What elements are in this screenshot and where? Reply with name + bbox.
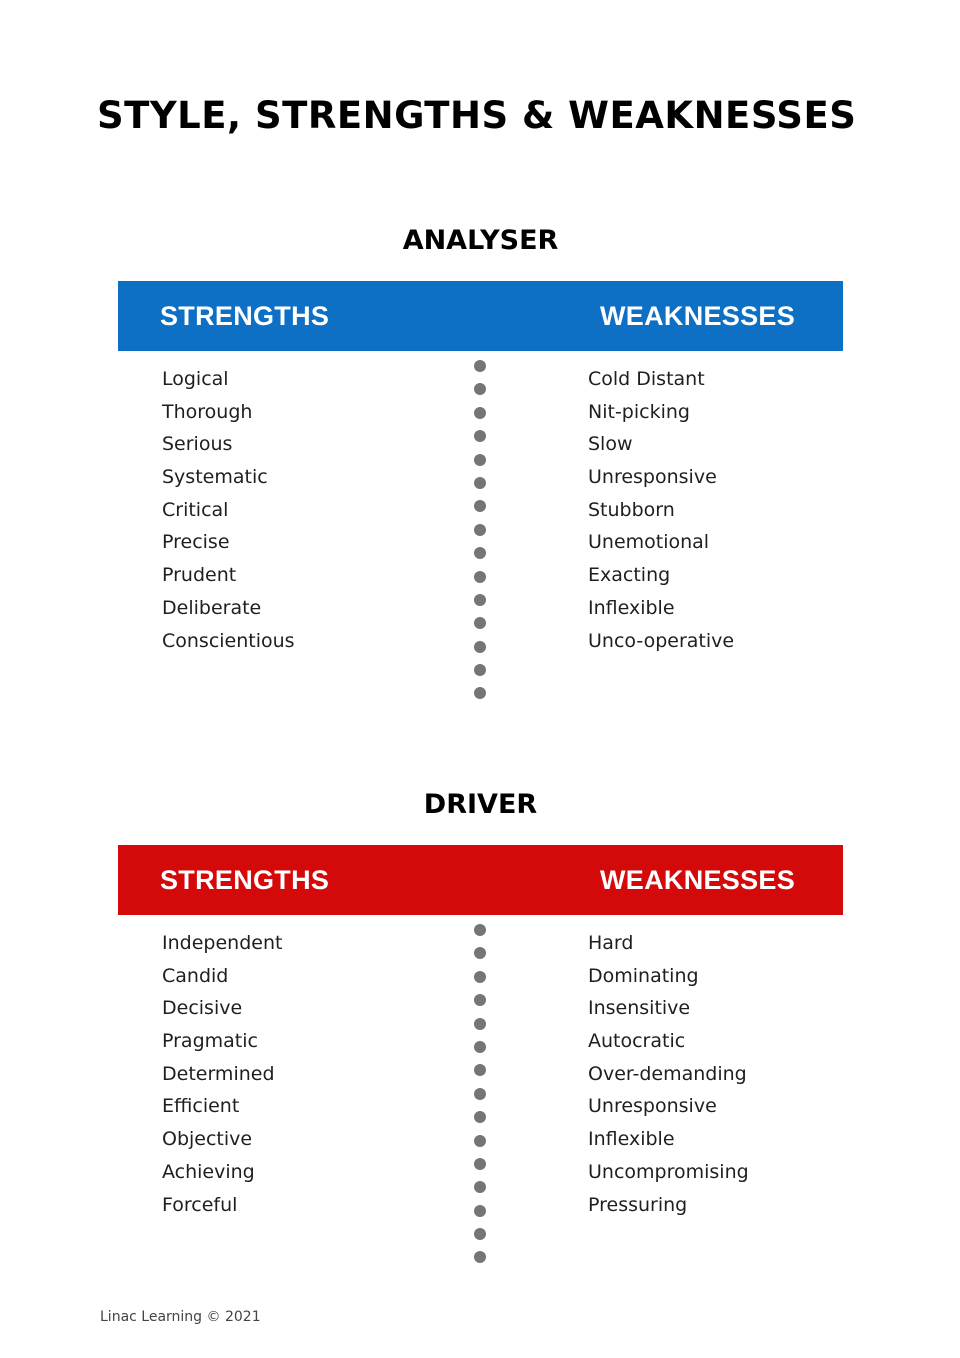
list-item: Hard: [588, 932, 634, 954]
list-item: Objective: [162, 1128, 253, 1151]
divider-dot-icon: [474, 641, 486, 653]
divider-dot-icon: [474, 1251, 486, 1263]
list-item: Over-demanding: [588, 1062, 747, 1085]
divider-dot-icon: [474, 1111, 486, 1123]
analyser-weaknesses-list: [588, 363, 734, 657]
divider-dot-icon: [474, 500, 486, 512]
divider-dot-icon: [474, 594, 486, 606]
strengths-heading: STRENGTHS: [160, 865, 330, 895]
list-item: Achieving: [162, 1160, 255, 1183]
list-item: Logical: [162, 368, 229, 390]
dotted-divider: [474, 924, 486, 1275]
divider-dot-icon: [474, 454, 486, 466]
list-item: Thorough: [162, 400, 253, 423]
weaknesses-heading: WEAKNESSES: [600, 301, 796, 331]
dotted-divider: [474, 360, 486, 711]
list-item: Pressuring: [588, 1193, 688, 1216]
driver-weaknesses-list: [588, 927, 749, 1221]
driver-strengths-list: [162, 927, 282, 1221]
list-item: Unresponsive: [588, 1095, 717, 1118]
list-item: Unco-operative: [588, 629, 735, 652]
divider-dot-icon: [474, 1181, 486, 1193]
list-item: Autocratic: [588, 1030, 686, 1053]
list-item: Unemotional: [588, 531, 710, 554]
divider-dot-icon: [474, 360, 486, 372]
divider-dot-icon: [474, 524, 486, 536]
divider-dot-icon: [474, 664, 486, 676]
divider-dot-icon: [474, 1205, 486, 1217]
list-item: Independent: [162, 932, 283, 954]
footer-copyright: Linac Learning © 2021: [100, 1309, 261, 1325]
list-item: Stubborn: [588, 498, 675, 521]
list-item: Decisive: [162, 997, 243, 1020]
list-item: Serious: [162, 433, 233, 456]
list-item: Conscientious: [162, 629, 295, 652]
divider-dot-icon: [474, 1064, 486, 1076]
list-item: Determined: [162, 1062, 275, 1085]
list-item: Insensitive: [588, 997, 691, 1020]
section-title-driver: DRIVER: [423, 789, 538, 820]
divider-dot-icon: [474, 1228, 486, 1240]
divider-dot-icon: [474, 687, 486, 699]
divider-dot-icon: [474, 924, 486, 936]
list-item: Critical: [162, 498, 229, 521]
divider-dot-icon: [474, 383, 486, 395]
list-item: Precise: [162, 531, 230, 554]
divider-dot-icon: [474, 1041, 486, 1053]
divider-dot-icon: [474, 617, 486, 629]
analyser-section: [118, 224, 843, 652]
list-item: Deliberate: [162, 596, 262, 619]
divider-dot-icon: [474, 407, 486, 419]
divider-dot-icon: [474, 947, 486, 959]
analyser-header-band: [118, 281, 843, 351]
divider-dot-icon: [474, 971, 486, 983]
list-item: Pragmatic: [162, 1030, 258, 1053]
divider-dot-icon: [474, 571, 486, 583]
list-item: Inflexible: [588, 1128, 675, 1151]
analyser-strengths-list: [162, 363, 295, 657]
divider-dot-icon: [474, 547, 486, 559]
divider-dot-icon: [474, 1158, 486, 1170]
list-item: Unresponsive: [588, 466, 717, 489]
strengths-heading: STRENGTHS: [160, 301, 330, 331]
driver-section: [118, 788, 843, 1216]
list-item: Nit-picking: [588, 400, 690, 423]
list-item: Exacting: [588, 564, 671, 587]
page-title: STYLE, STRENGTHS & WEAKNESSES: [97, 94, 857, 137]
divider-dot-icon: [474, 994, 486, 1006]
list-item: Dominating: [588, 964, 699, 987]
list-item: Forceful: [162, 1193, 238, 1216]
list-item: Inflexible: [588, 596, 675, 619]
list-item: Systematic: [162, 466, 268, 489]
divider-dot-icon: [474, 1088, 486, 1100]
list-item: Uncompromising: [588, 1160, 749, 1183]
driver-header-band: [118, 845, 843, 915]
divider-dot-icon: [474, 1135, 486, 1147]
list-item: Prudent: [162, 564, 237, 587]
list-item: Candid: [162, 964, 229, 987]
divider-dot-icon: [474, 477, 486, 489]
weaknesses-heading: WEAKNESSES: [600, 865, 796, 895]
list-item: Efficient: [162, 1095, 240, 1118]
divider-dot-icon: [474, 430, 486, 442]
section-title-analyser: ANALYSER: [402, 225, 559, 256]
list-item: Cold Distant: [588, 368, 705, 390]
divider-dot-icon: [474, 1018, 486, 1030]
list-item: Slow: [588, 433, 633, 456]
